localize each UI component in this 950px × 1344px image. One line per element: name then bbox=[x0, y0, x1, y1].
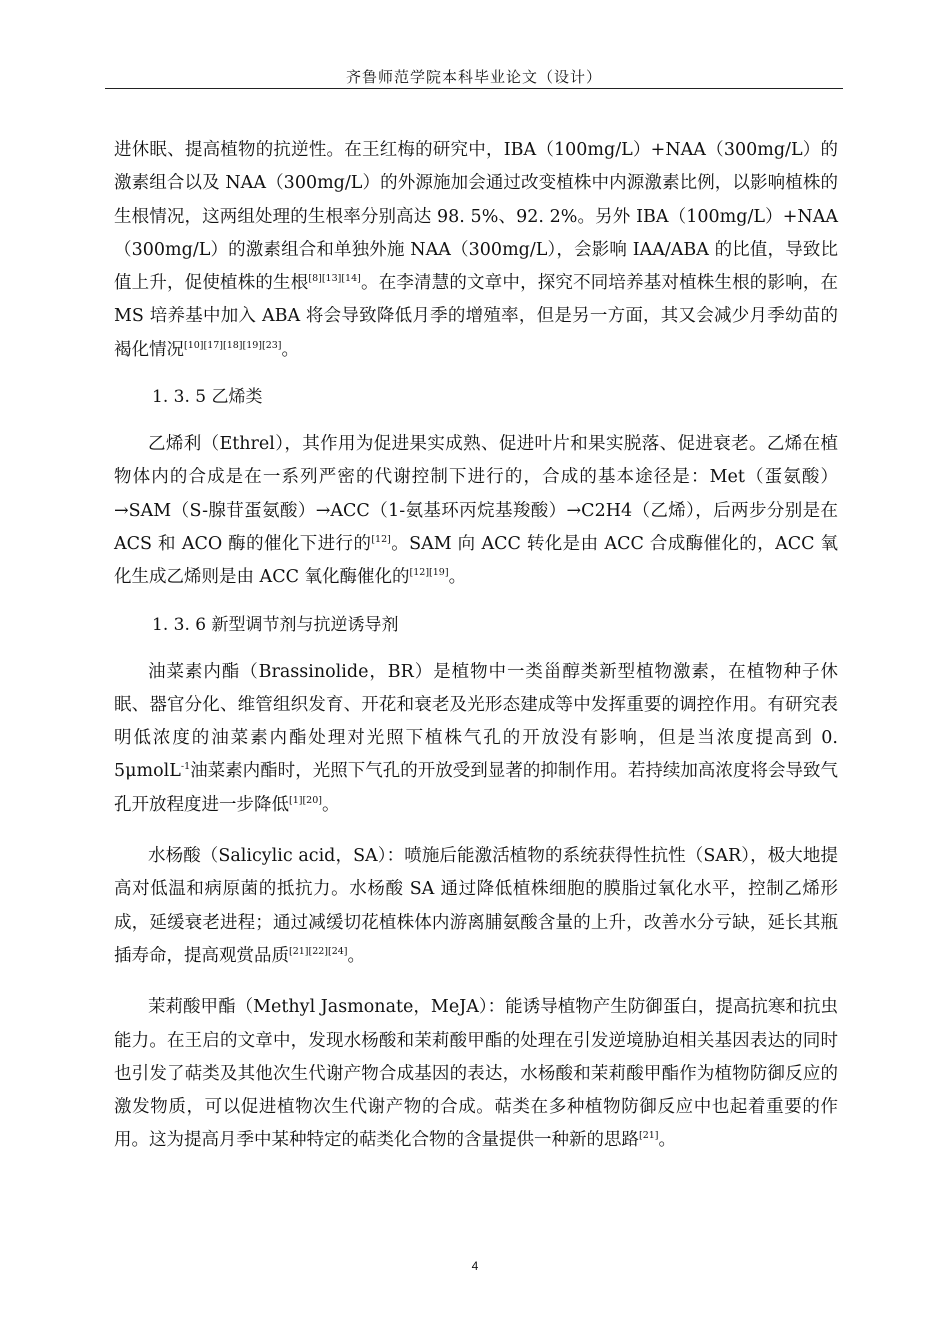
citation: [1][20] bbox=[289, 794, 322, 806]
superscript-exponent: -1 bbox=[180, 761, 191, 773]
page-number: 4 bbox=[471, 1259, 479, 1273]
section-heading-ethylene: 1. 3. 5 乙烯类 bbox=[152, 387, 263, 408]
section-heading-new-regulators: 1. 3. 6 新型调节剂与抗逆诱导剂 bbox=[152, 614, 399, 635]
paragraph-end: 。 bbox=[321, 794, 340, 815]
body-text bbox=[114, 134, 838, 1158]
paragraph-hormone-rooting bbox=[114, 134, 838, 367]
header-rule bbox=[105, 88, 843, 89]
citation: [8][13][14] bbox=[308, 273, 361, 285]
citation: [21] bbox=[639, 1130, 659, 1142]
paragraph-text: 油菜素内酯时，光照下气孔的开放受到显著的抑制作用。若持续加高浓度将会导致气孔开放程度进一步降低 bbox=[114, 761, 838, 815]
paragraph-text: 乙烯利（Ethrel），其作用为促进果实成熟、促进叶片和果实脱落、促进衰老。乙烯在植物体内的合成是在一系列严密的代谢控制下进行的，合成的基本途径是：Met（蛋氨酸）→SAM（S-腺苷蛋氨酸）→ACC（1-氨基环丙烷基羧酸）→C2H4（乙烯），后两步分别是在 ACS 和 ACO 酶的催化下进行的 bbox=[114, 434, 838, 554]
paragraph-methyl-jasmonate bbox=[114, 991, 838, 1157]
paragraph-text: 进休眠、提高植物的抗逆性。在王红梅的研究中，IBA（100mg/L）+NAA（300mg/L）的激素组合以及 NAA（300mg/L）的外源施加会通过改变植株中内源激素比例，以影响植株的生根情况，这两组处理的生根率分别高达 98. 5%、92. 2%。另外 IBA（100mg/L）+NAA（300mg/L）的激素组合和单独外施 NAA（300mg/L），会影响 IAA/ABA 的比值，导致比值上升，促使植株的生根 bbox=[114, 140, 838, 294]
paragraph-brassinolide bbox=[114, 656, 838, 822]
citation: [21][22][24] bbox=[289, 945, 348, 957]
citation: [12][19] bbox=[409, 567, 449, 579]
citation: [12] bbox=[371, 533, 391, 545]
paragraph-end: 。 bbox=[281, 339, 300, 360]
paragraph-text: 。SAM 向 ACC 转化是由 ACC 合成酶催化的，ACC 氧化生成乙烯则是由 ACC 氧化酶催化的 bbox=[114, 533, 838, 588]
paragraph-end: 。 bbox=[448, 567, 467, 588]
paragraph-salicylic-acid bbox=[114, 840, 838, 973]
running-header: 齐鲁师范学院本科毕业论文（设计） bbox=[345, 68, 602, 86]
paragraph-ethylene bbox=[114, 428, 838, 594]
paragraph-end: 。 bbox=[658, 1130, 677, 1151]
paragraph-end: 。 bbox=[347, 945, 366, 966]
citation: [10][17][18][19][23] bbox=[184, 339, 282, 351]
paragraph-text: 油菜素内酯（Brassinolide，BR）是植物中一类甾醇类新型植物激素，在植物种子休眠、器官分化、维管组织发育、开花和衰老及光形态建成等中发挥重要的调控作用。有研究表明低浓度的油菜素内酯处理对光照下植株气孔的开放没有影响，但是当浓度提高到 0. 5μmolL bbox=[114, 661, 838, 782]
paragraph-text: 茉莉酸甲酯（Methyl Jasmonate，MeJA）：能诱导植物产生防御蛋白，提高抗寒和抗虫能力。在王启的文章中，发现水杨酸和茉莉酸甲酯的处理在引发逆境胁迫相关基因表达的同时也引发了萜类及其他次生代谢产物合成基因的表达，水杨酸和茉莉酸甲酯作为植物防御反应的激发物质，可以促进植物次生代谢产物的合成。萜类在多种植物防御反应中也起着重要的作用。这为提高月季中某种特定的萜类化合物的含量提供一种新的思路 bbox=[114, 997, 838, 1151]
paragraph-text: 水杨酸（Salicylic acid，SA）：喷施后能激活植物的系统获得性抗性（SAR），极大地提高对低温和病原菌的抵抗力。水杨酸 SA 通过降低植株细胞的膜脂过氧化水平，控制乙烯形成，延缓衰老进程；通过减缓切花植株体内游离脯氨酸含量的上升，改善水分亏缺，延长其瓶插寿命，提高观赏品质 bbox=[114, 846, 838, 966]
paragraph-text: 。在李清慧的文章中，探究不同培养基对植株生根的影响，在 MS 培养基中加入 ABA 将会导致降低月季的增殖率，但是另一方面，其又会减少月季幼苗的褐化情况 bbox=[114, 273, 838, 360]
